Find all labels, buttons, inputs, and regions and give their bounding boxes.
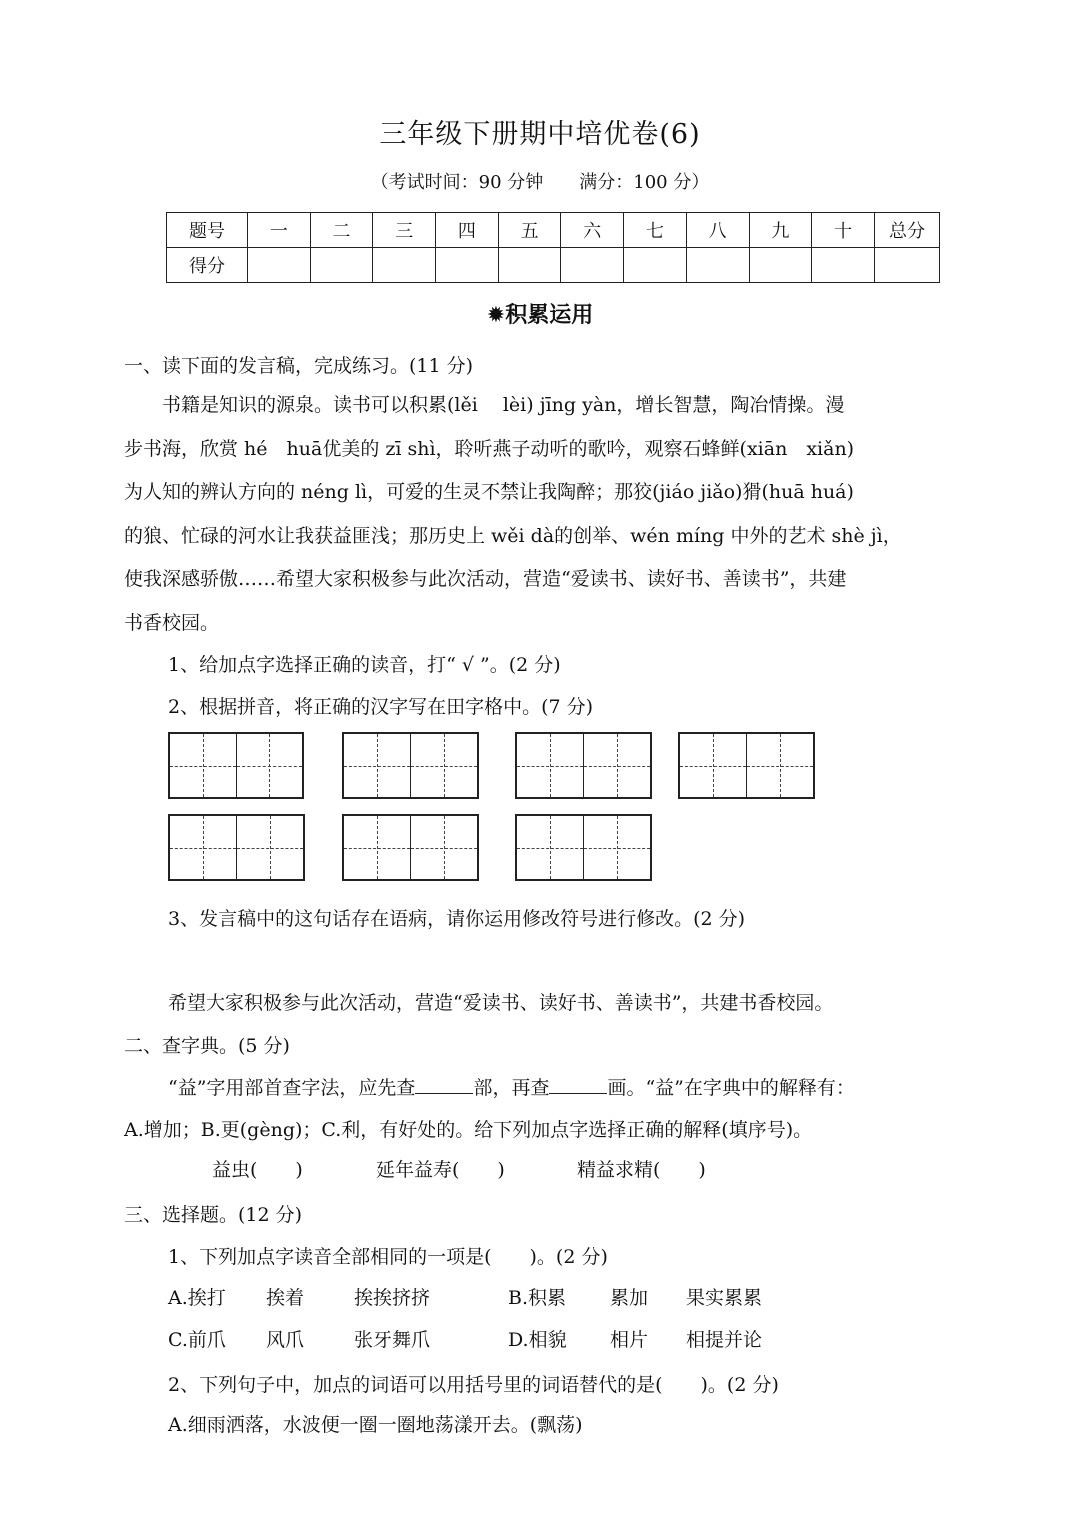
tianzige-grid[interactable] [342,814,479,881]
score-cell[interactable] [561,248,624,283]
tianzige-cell[interactable] [170,734,236,797]
score-cell[interactable] [373,248,436,283]
score-header-cell: 五 [498,213,561,248]
q1-sub3: 3、发言稿中的这句话存在语病，请你运用修改符号进行修改。(2 分) [168,908,746,930]
tianzige-cell[interactable] [746,734,813,797]
q1-passage [124,384,959,645]
tianzige-cell[interactable] [583,816,650,879]
tianzige-grid[interactable] [515,814,652,881]
score-header-cell: 总分 [875,213,940,248]
score-header-cell: 四 [436,213,499,248]
tianzige-grid[interactable] [168,814,305,881]
score-cell[interactable] [310,248,373,283]
radical-blank[interactable] [415,1075,473,1094]
tianzige-cell[interactable] [344,734,410,797]
score-row-label: 得分 [167,248,248,283]
passage-line: 书籍是知识的源泉。读书可以积累(lěi lèi) jīng yàn，增长智慧，陶冶情操。漫 [162,394,845,416]
tianzige-cell[interactable] [410,816,477,879]
exam-info: （考试时间：90 分钟 满分：100 分） [370,172,710,193]
option-b-word: 果实累累 [686,1287,763,1309]
score-header-cell: 九 [749,213,812,248]
option-d-word: 相片 [610,1329,649,1351]
passage-line: 使我深感骄傲……希望大家积极参与此次活动，营造“爱读书、读好书、善读书”，共建 [124,568,847,590]
score-header-cell: 六 [561,213,624,248]
score-cell[interactable] [686,248,749,283]
tianzige-cell[interactable] [517,734,583,797]
score-cell[interactable] [875,248,940,283]
score-table-score-row [167,248,940,283]
score-cell[interactable] [812,248,875,283]
score-header-cell: 一 [248,213,311,248]
q2-line2: A.增加；B.更(gèng)；C.利，有好处的。给下列加点字选择正确的解释(填序号)。 [124,1119,813,1141]
score-header-cell: 二 [310,213,373,248]
option-a-word[interactable]: A.挨打 [168,1287,226,1309]
q2-line1-text: 画。“益”在字典中的解释有： [607,1077,855,1099]
q3-sub1: 1、下列加点字读音全部相同的一项是( )。(2 分) [168,1246,608,1268]
tianzige-cell[interactable] [517,816,583,879]
score-header-cell: 七 [624,213,687,248]
option-c-word: 风爪 [266,1329,305,1351]
q1-sub1: 1、给加点字选择正确的读音，打“ √ ”。(2 分) [168,654,561,676]
q3-sub2: 2、下列句子中，加点的词语可以用括号里的词语替代的是( )。(2 分) [168,1374,779,1396]
score-cell[interactable] [749,248,812,283]
tianzige-cell[interactable] [236,734,303,797]
q2-item[interactable]: 益虫( ) [212,1159,303,1181]
q2-line1-text: 部，再查 [473,1077,550,1099]
score-header-cell: 十 [812,213,875,248]
stroke-count-blank[interactable] [549,1075,607,1094]
q2-item[interactable]: 延年益寿( ) [376,1159,505,1181]
exam-title: 三年级下册期中培优卷(6) [379,119,701,150]
score-cell[interactable] [248,248,311,283]
passage-line: 为人知的辨认方向的 néng lì，可爱的生灵不禁让我陶醉；那狡(jiáo jiǎo)猾(huā huá) [124,481,854,503]
tianzige-cell[interactable] [583,734,650,797]
passage-line: 步书海，欣赏 hé huā优美的 zī shì，聆听燕子动听的歌吟，观察石蜂鲜(xiān xiǎn) [124,437,855,460]
q1-sub3-sentence: 希望大家积极参与此次活动，营造“爱读书、读好书、善读书”，共建书香校园。 [168,992,834,1014]
q2-item[interactable]: 精益求精( ) [577,1159,706,1181]
score-cell[interactable] [498,248,561,283]
passage-line: 书香校园。 [124,611,220,634]
score-header-cell: 八 [686,213,749,248]
q1-sub2: 2、根据拼音，将正确的汉字写在田字格中。(7 分) [168,696,594,718]
q1-heading: 一、读下面的发言稿，完成练习。(11 分) [124,355,474,377]
option-d-word: 相提并论 [686,1329,763,1351]
tianzige-cell[interactable] [344,816,410,879]
tianzige-grid[interactable] [515,732,652,799]
option-a-word: 挨挨挤挤 [354,1287,431,1309]
tianzige-cell[interactable] [170,816,236,879]
score-table [166,212,940,283]
tianzige-cell[interactable] [236,816,303,879]
tianzige-cell[interactable] [680,734,746,797]
q2-line1-text: “益”字用部首查字法，应先查 [168,1077,416,1099]
q2-heading: 二、查字典。(5 分) [124,1035,290,1057]
q2-line1 [168,1073,855,1100]
score-cell[interactable] [436,248,499,283]
tianzige-grid[interactable] [678,732,815,799]
option-b-word[interactable]: B.积累 [508,1287,567,1309]
section-title: ✹积累运用 [486,303,594,328]
score-header-cell: 三 [373,213,436,248]
q3-heading: 三、选择题。(12 分) [124,1204,303,1226]
score-header-cell: 题号 [167,213,248,248]
option-d-word[interactable]: D.相貌 [508,1329,567,1351]
tianzige-grid[interactable] [342,732,479,799]
option-c-word[interactable]: C.前爪 [168,1329,226,1351]
option-c-word: 张牙舞爪 [354,1329,431,1351]
score-cell[interactable] [624,248,687,283]
score-table-header-row [167,213,940,248]
tianzige-cell[interactable] [410,734,477,797]
option-a-word: 挨着 [266,1287,305,1309]
tianzige-grid[interactable] [168,732,304,799]
q3-sub2-option-a[interactable]: A.细雨洒落，水波便一圈一圈地荡漾开去。(飘荡) [168,1414,583,1436]
option-b-word: 累加 [610,1287,649,1309]
passage-line: 的狼、忙碌的河水让我获益匪浅；那历史上 wěi dà的创举、wén míng 中外的艺术 shè jì， [124,524,902,547]
